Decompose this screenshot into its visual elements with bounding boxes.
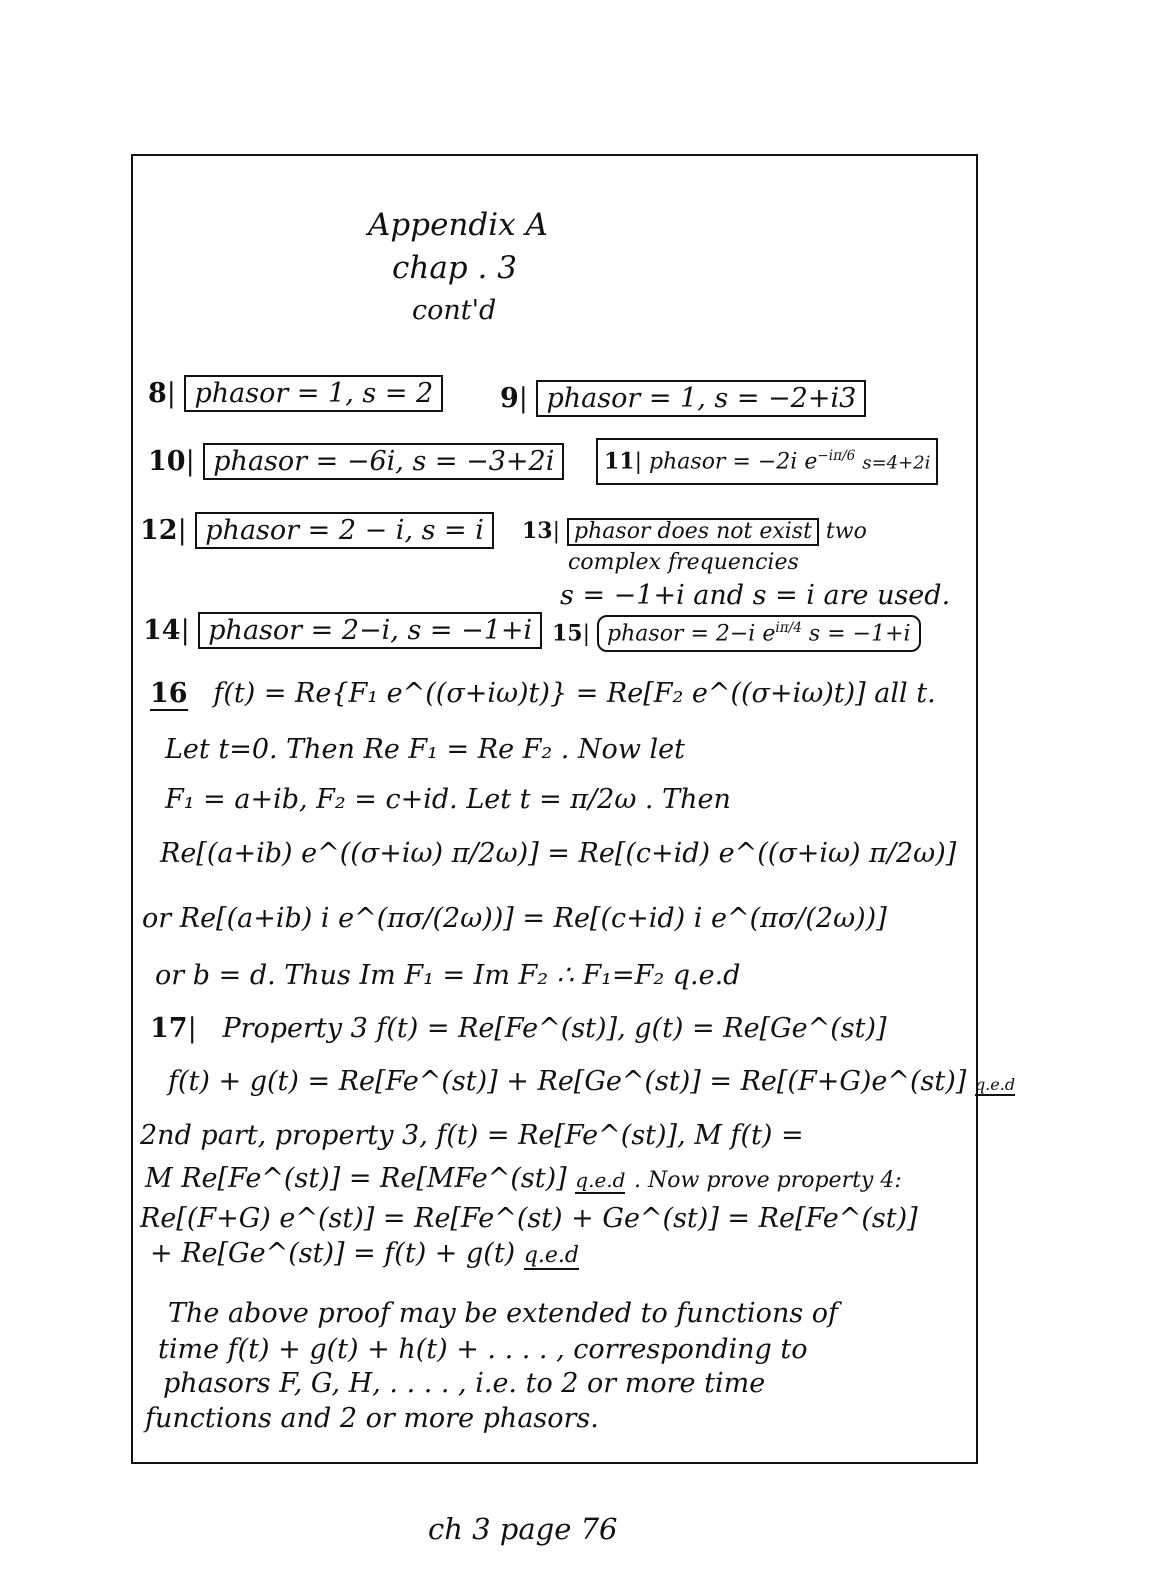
qed-mark: q.e.d bbox=[523, 1243, 579, 1268]
closing-line2: time f(t) + g(t) + h(t) + . . . . , corresponding to bbox=[158, 1334, 808, 1365]
answer-text: two bbox=[825, 519, 867, 544]
answer-box: phasor = 1, s = −2+i3 bbox=[536, 380, 866, 417]
problem-16-line5: or Re[(a+ib) i e^(πσ/(2ω))] = Re[(c+id) i e^(πσ/(2ω))] bbox=[142, 903, 887, 934]
problem-17-line4-text: M Re[Fe^(st)] = Re[MFe^(st)] bbox=[145, 1163, 567, 1194]
problem-number: 11 bbox=[604, 448, 635, 475]
problem-number: 16 bbox=[150, 678, 188, 709]
problem-11: 11| phasor = −2i $e^{-i\pi/6}$ s=4+2i bbox=[596, 438, 938, 485]
problem-16-line3: F₁ = a+ib, F₂ = c+id. Let t = π/2ω . Then bbox=[165, 784, 731, 815]
problem-16-line1: f(t) = Re{F₁ e^((σ+iω)t)} = Re[F₂ e^((σ+iω)t)] all t. bbox=[213, 678, 936, 709]
problem-12: 12| phasor = 2 − i, s = i bbox=[140, 512, 494, 549]
closing-line3: phasors F, G, H, . . . . , i.e. to 2 or more time bbox=[163, 1368, 766, 1399]
problem-17-line4 bbox=[145, 1165, 902, 1192]
answer-box: phasor = −6i, s = −3+2i bbox=[203, 443, 564, 480]
problem-16-line2: Let t=0. Then Re F₁ = Re F₂ . Now let bbox=[165, 734, 685, 765]
problem-13: 13| phasor does not exist two bbox=[522, 518, 867, 544]
exponent: iπ/4 bbox=[775, 620, 802, 636]
closing-line4: functions and 2 or more phasors. bbox=[145, 1403, 599, 1434]
qed-mark: q.e.d bbox=[575, 1168, 626, 1192]
problem-number: 9 bbox=[500, 383, 519, 414]
problem-number: 8 bbox=[148, 378, 167, 409]
answer-text: phasor = −2i e bbox=[649, 449, 818, 475]
problem-15: 15| phasor = 2−i $e^{i\pi/4}$ s = −1+i bbox=[552, 615, 921, 652]
s-value: s = −1+i bbox=[801, 621, 911, 647]
continued-label: cont'd bbox=[412, 295, 497, 326]
problem-number: 10 bbox=[148, 446, 186, 477]
answer-box: phasor does not exist bbox=[567, 518, 819, 546]
appendix-title: Appendix A bbox=[368, 207, 548, 243]
problem-17-line6-text: + Re[Ge^(st)] = f(t) + g(t) bbox=[150, 1238, 516, 1269]
problem-9: 9| phasor = 1, s = −2+i3 bbox=[500, 380, 866, 417]
answer-box: phasor = 2 − i, s = i bbox=[195, 512, 494, 549]
problem-13-line3: s = −1+i and s = i are used. bbox=[560, 580, 951, 611]
problem-number: 14 bbox=[143, 615, 181, 646]
problem-number: 13 bbox=[522, 518, 553, 544]
answer-box: phasor = 2−i, s = −1+i bbox=[198, 612, 542, 649]
problem-17-line1: Property 3 f(t) = Re[Fe^(st)], g(t) = Re[Ge^(st)] bbox=[222, 1013, 887, 1044]
problem-17-line5: Re[(F+G) e^(st)] = Re[Fe^(st) + Ge^(st)] = Re[Fe^(st)] bbox=[140, 1203, 918, 1234]
problem-16 bbox=[150, 680, 936, 707]
problem-number: 15 bbox=[552, 620, 583, 647]
answer-text: phasor = 2−i e bbox=[607, 621, 776, 647]
problem-17-line2 bbox=[168, 1068, 1015, 1095]
problem-number: 12 bbox=[140, 515, 178, 546]
closing-line1: The above proof may be extended to functions of bbox=[168, 1298, 839, 1329]
problem-number: 17 bbox=[150, 1013, 188, 1044]
problem-17-line3: 2nd part, property 3, f(t) = Re[Fe^(st)], M f(t) = bbox=[140, 1120, 804, 1151]
exponent: −iπ/6 bbox=[817, 448, 856, 464]
problem-16-line6: or b = d. Thus Im F₁ = Im F₂ ∴ F₁=F₂ q.e.d bbox=[155, 960, 741, 991]
problem-17-line2-text: f(t) + g(t) = Re[Fe^(st)] + Re[Ge^(st)] = Re[(F+G)e^(st)] bbox=[168, 1066, 967, 1097]
problem-10: 10| phasor = −6i, s = −3+2i bbox=[148, 443, 564, 480]
problem-17: 17| Property 3 f(t) = Re[Fe^(st)], g(t) = Re[Ge^(st)] bbox=[150, 1013, 887, 1044]
chapter-label: chap . 3 bbox=[392, 250, 517, 286]
qed-mark: q.e.d bbox=[974, 1075, 1016, 1094]
page-label: ch 3 page 76 bbox=[428, 1512, 618, 1546]
problem-17-line6 bbox=[150, 1240, 579, 1267]
s-value: s=4+2i bbox=[862, 452, 931, 474]
answer-box: phasor = 1, s = 2 bbox=[184, 375, 443, 412]
problem-13-line2: complex frequencies bbox=[568, 550, 799, 575]
problem-17-line4b: . Now prove property 4: bbox=[634, 1168, 902, 1193]
problem-16-line4: Re[(a+ib) e^((σ+iω) π/2ω)] = Re[(c+id) e^((σ+iω) π/2ω)] bbox=[160, 838, 957, 869]
problem-8: 8| phasor = 1, s = 2 bbox=[148, 375, 443, 412]
problem-14: 14| phasor = 2−i, s = −1+i bbox=[143, 612, 542, 649]
